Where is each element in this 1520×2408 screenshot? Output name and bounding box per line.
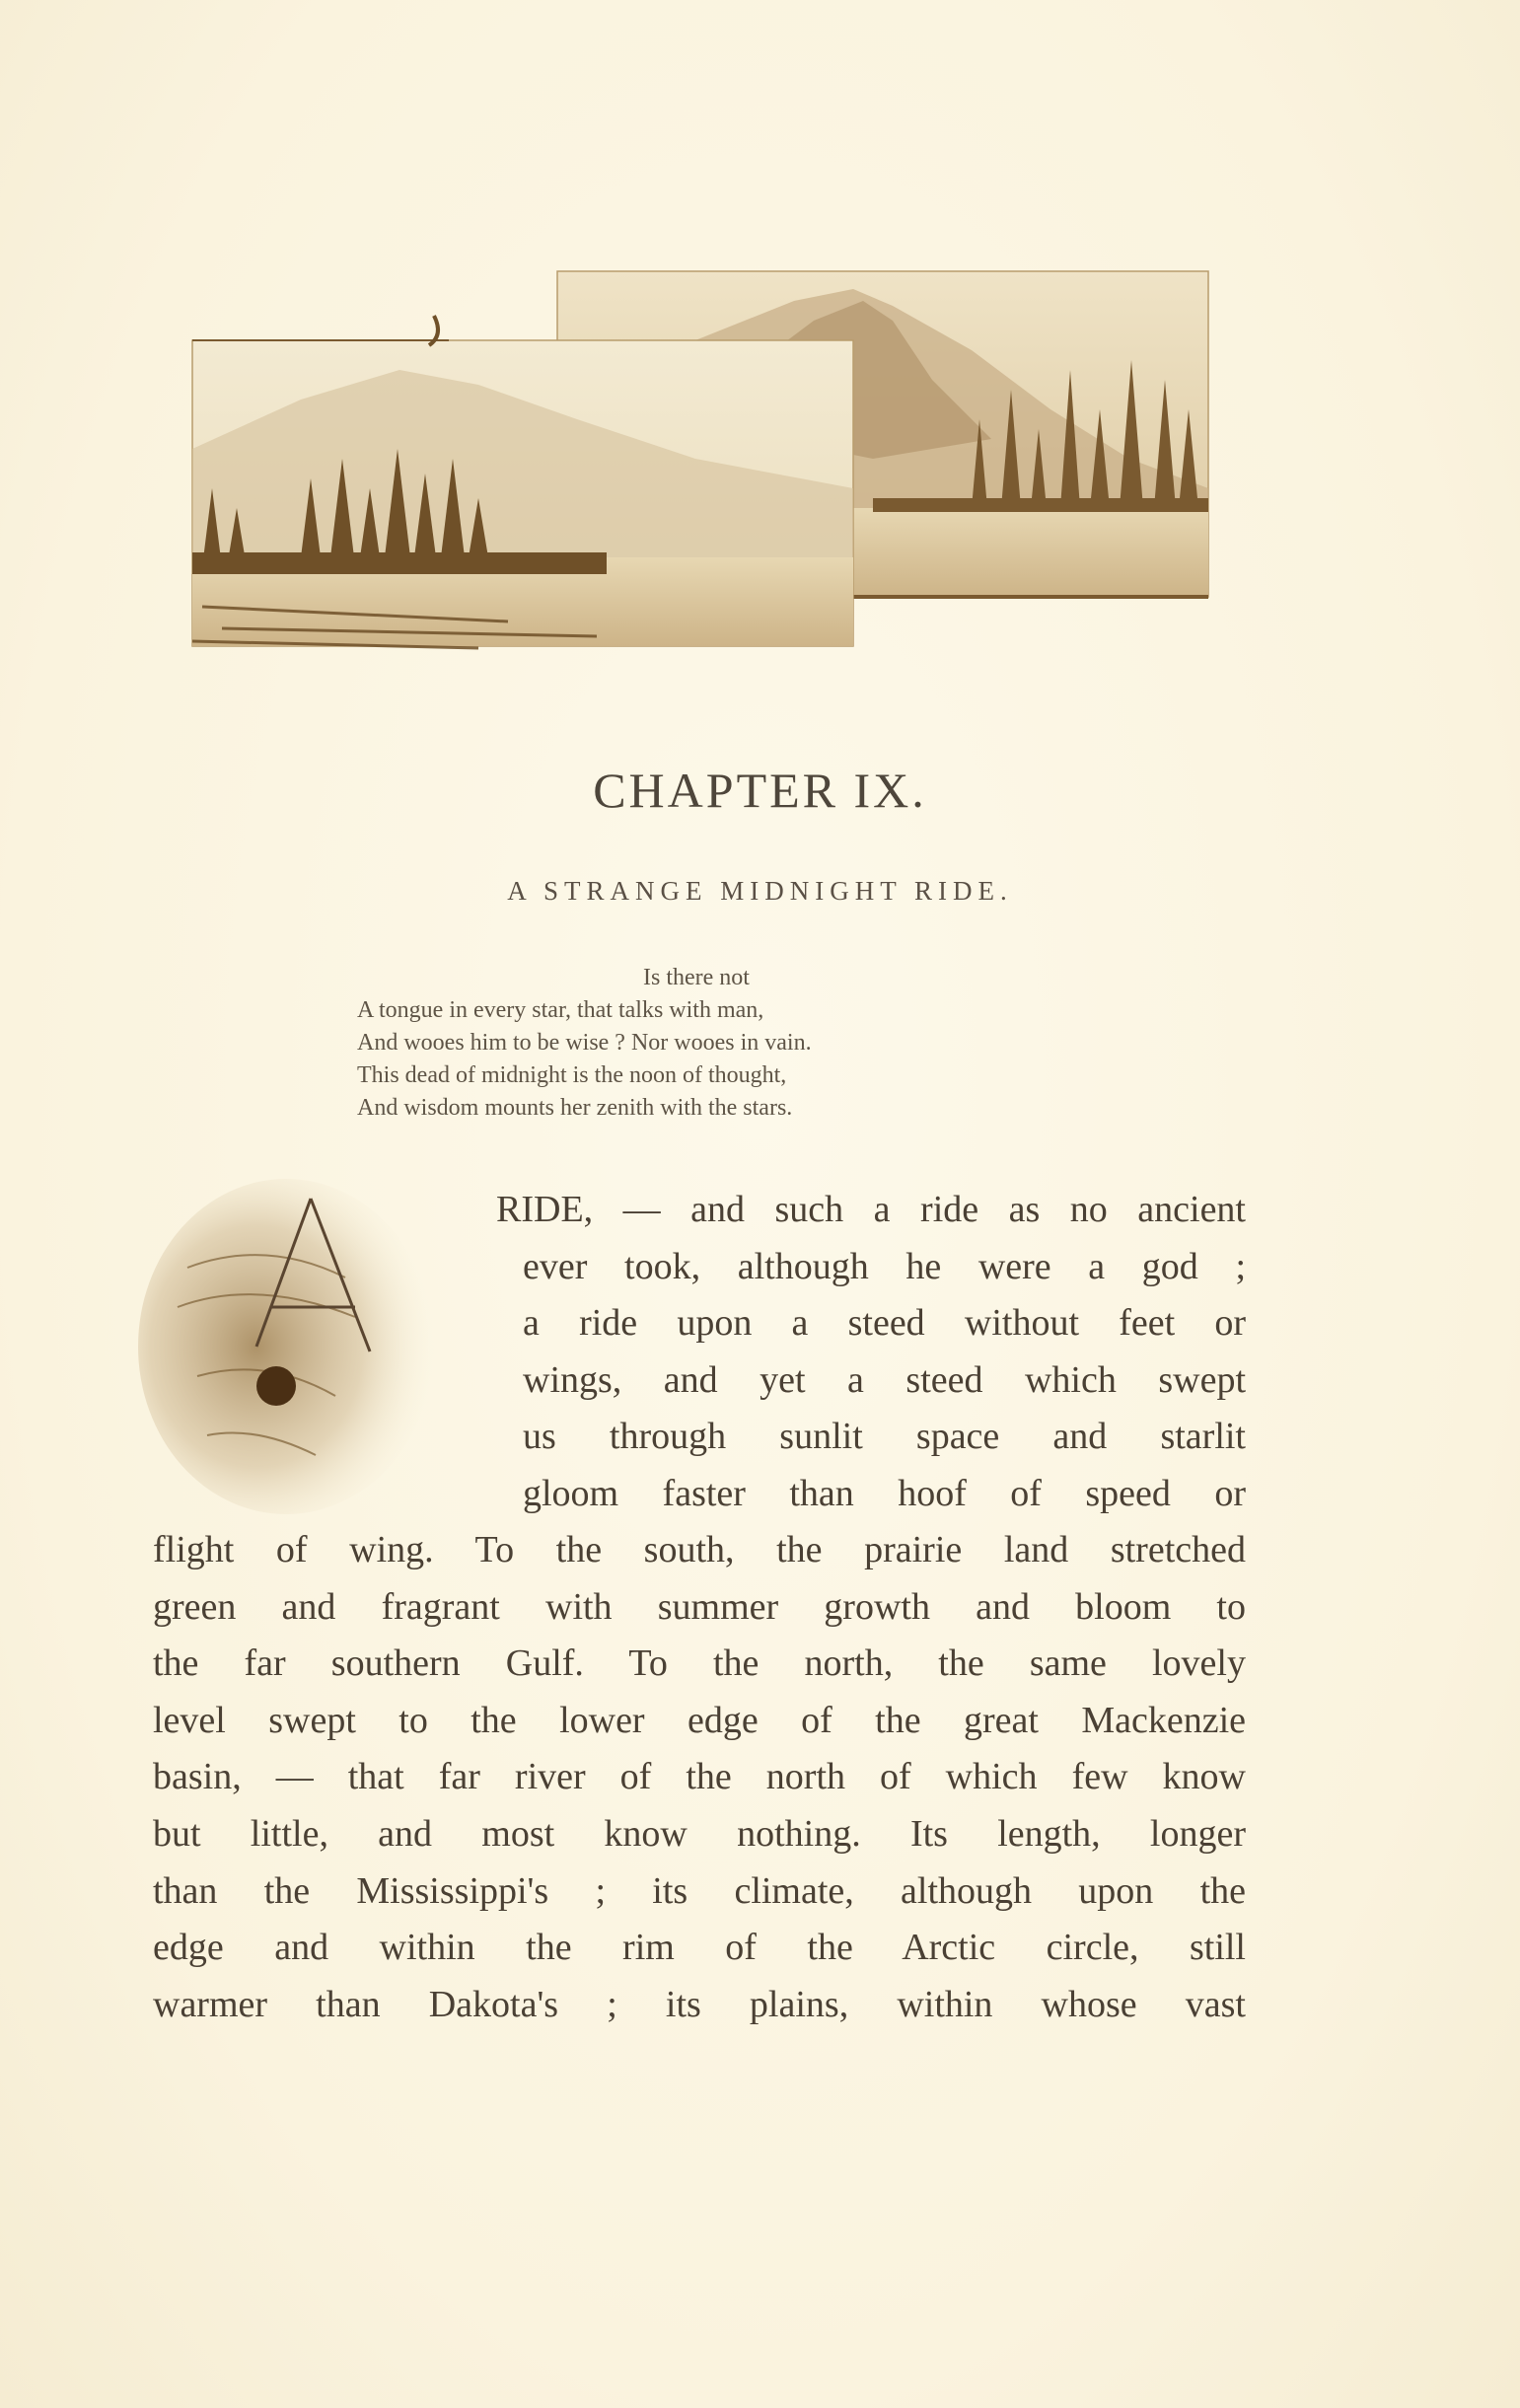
epigraph-line: A tongue in every star, that talks with man, [357, 997, 764, 1023]
chapter-title: CHAPTER IX. [593, 763, 927, 818]
body-line: wings, and yet a steed which swept [523, 1358, 1246, 1401]
body-line: ever took, although he were a god ; [523, 1245, 1246, 1287]
left-landscape-panel [192, 316, 853, 648]
body-full-paragraph [153, 1522, 1246, 2033]
body-line: warmer than Dakota's ; its plains, within whose vast [153, 1983, 1246, 2025]
epigraph-line: Is there not [643, 965, 750, 990]
epigraph-line: And wooes him to be wise ? Nor wooes in vain. [357, 1030, 812, 1056]
body-indented-paragraph [496, 1182, 1246, 1523]
body-line: edge and within the rim of the Arctic circle, still [153, 1927, 1246, 1969]
headpiece-landscape-image [182, 261, 1228, 676]
body-line: the far southern Gulf. To the north, the same lovely [153, 1642, 1246, 1685]
body-line: gloom faster than hoof of speed or [523, 1472, 1246, 1514]
dropcap-letter: A [148, 1166, 160, 1183]
body-line: us through sunlit space and starlit [523, 1416, 1246, 1458]
epigraph-line: This dead of midnight is the noon of thought, [357, 1062, 787, 1088]
body-line: RIDE, — and such a ride as no ancient [496, 1189, 1246, 1230]
body-line: than the Mississippi's ; its climate, although upon the [153, 1869, 1246, 1912]
body-line: a ride upon a steed without feet or [523, 1302, 1246, 1345]
chapter-subtitle: A STRANGE MIDNIGHT RIDE. [507, 876, 1013, 906]
epigraph-line: And wisdom mounts her zenith with the stars. [357, 1095, 793, 1121]
dropcap-image [148, 1166, 493, 1554]
body-line: basin, — that far river of the north of which few know [153, 1756, 1246, 1798]
body-line: level swept to the lower edge of the great Mackenzie [153, 1699, 1246, 1741]
body-line: green and fragrant with summer growth and bloom to [153, 1585, 1246, 1628]
dropcap-illustration [148, 1166, 493, 1554]
body-line: but little, and most know nothing. Its length, longer [153, 1812, 1246, 1855]
body-line: flight of wing. To the south, the prairie land stretched [153, 1529, 1246, 1570]
epigraph [357, 962, 1146, 1125]
headpiece-illustration [182, 261, 1228, 676]
